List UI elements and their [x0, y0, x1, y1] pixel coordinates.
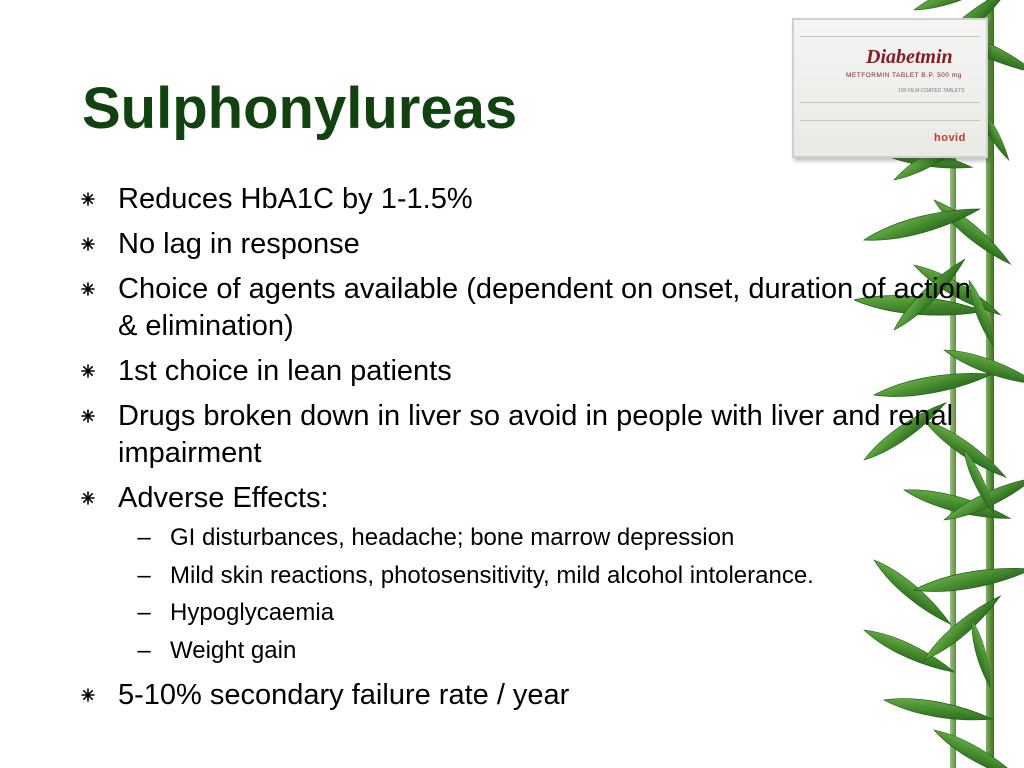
- sub-bullet-text: Mild skin reactions, photosensitivity, mild alcohol intolerance.: [170, 561, 814, 589]
- bullet-item: [80, 480, 980, 669]
- bullet-item: [80, 677, 980, 714]
- sub-bullet-item: [126, 594, 980, 632]
- sub-bullet-text: GI disturbances, headache; bone marrow depression: [170, 524, 735, 551]
- star-icon: [80, 408, 96, 424]
- dash-marker: –: [137, 561, 151, 589]
- slide-title: Sulphonylureas: [82, 76, 518, 141]
- star-icon: [80, 490, 96, 506]
- box-brand: Diabetmin: [866, 46, 953, 68]
- bullet-text: 5-10% secondary failure rate / year: [118, 679, 570, 711]
- bullet-text: Reduces HbA1C by 1-1.5%: [118, 183, 473, 215]
- dash-marker: –: [137, 636, 151, 664]
- box-count: 100 FILM-COATED TABLETS: [898, 88, 965, 94]
- box-subtitle: METFORMIN TABLET B.P. 500 mg: [846, 72, 962, 79]
- bullet-item: [80, 181, 980, 218]
- product-box-image: [792, 18, 988, 158]
- box-maker-logo: hovid: [934, 132, 966, 144]
- box-divider: [800, 36, 980, 37]
- bullet-text: 1st choice in lean patients: [118, 355, 452, 387]
- bullet-text: Adverse Effects:: [118, 482, 329, 514]
- bullet-text: Choice of agents available (dependent on onset, duration of action & elimination): [118, 273, 971, 342]
- bullet-list: [80, 181, 980, 722]
- bullet-item: [80, 271, 988, 345]
- dash-marker: –: [137, 599, 151, 626]
- star-icon: [80, 281, 96, 297]
- bullet-text: No lag in response: [118, 228, 360, 260]
- dash-marker: –: [137, 524, 151, 551]
- sub-bullet-item: [126, 519, 980, 557]
- sub-bullet-text: Hypoglycaemia: [170, 599, 335, 626]
- star-icon: [80, 236, 96, 252]
- star-icon: [80, 191, 96, 207]
- sub-bullet-item: [126, 632, 980, 670]
- bullet-item: [80, 353, 980, 390]
- box-divider: [800, 120, 980, 121]
- star-icon: [80, 363, 96, 379]
- sub-bullet-item: [126, 557, 980, 595]
- star-icon: [80, 687, 96, 703]
- sub-bullet-text: Weight gain: [170, 636, 297, 664]
- bullet-item: [80, 226, 980, 263]
- bullet-item: [80, 398, 988, 472]
- box-divider: [800, 102, 980, 103]
- sub-bullet-list: [118, 519, 980, 669]
- bullet-text: Drugs broken down in liver so avoid in people with liver and renal impairment: [118, 400, 954, 469]
